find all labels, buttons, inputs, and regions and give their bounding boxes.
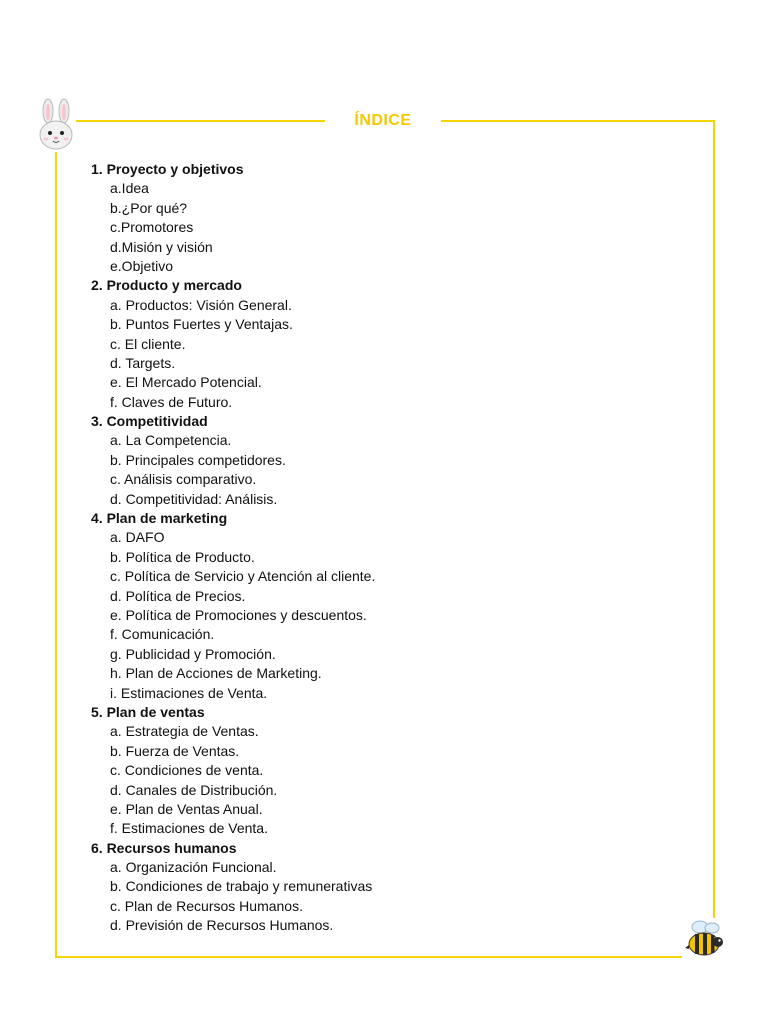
list-item: d. Canales de Distribución. <box>110 781 278 798</box>
section-producto <box>91 276 691 412</box>
list-item: a. Organización Funcional. <box>110 859 277 876</box>
list-item: a. La Competencia. <box>110 432 232 449</box>
section-ventas <box>91 703 691 839</box>
section-title: 6. Recursos humanos <box>91 839 237 856</box>
list-item: d. Competitividad: Análisis. <box>110 490 278 507</box>
section-title: 3. Competitividad <box>91 413 208 430</box>
section-recursos-humanos <box>91 839 691 936</box>
list-item: c. Plan de Recursos Humanos. <box>110 897 303 914</box>
section-title: 4. Plan de marketing <box>91 510 228 527</box>
list-item: f. Comunicación. <box>110 626 215 643</box>
section-competitividad <box>91 412 691 509</box>
list-item: e. El Mercado Potencial. <box>110 374 262 391</box>
bunny-icon-graphic <box>36 98 76 152</box>
list-item: b. Condiciones de trabajo y remunerativas <box>110 878 373 895</box>
list-item: e. Política de Promociones y descuentos. <box>110 606 367 623</box>
list-item: b.¿Por qué? <box>110 199 188 216</box>
table-of-contents <box>91 160 691 936</box>
list-item: b. Política de Producto. <box>110 548 255 565</box>
bunny-icon <box>36 98 76 152</box>
section-title: 1. Proyecto y objetivos <box>91 161 244 177</box>
list-item: e. Plan de Ventas Anual. <box>110 800 263 817</box>
list-item: a.Idea <box>110 180 149 197</box>
list-item: b. Puntos Fuertes y Ventajas. <box>110 316 293 333</box>
list-item: f. Claves de Futuro. <box>110 393 233 410</box>
list-item: g. Publicidad y Promoción. <box>110 645 276 662</box>
section-title: 5. Plan de ventas <box>91 703 205 720</box>
list-item: c.Promotores <box>110 219 194 236</box>
section-marketing <box>91 509 691 703</box>
page-title: ÍNDICE <box>354 112 412 129</box>
section-proyecto <box>91 160 691 276</box>
list-item: a. Productos: Visión General. <box>110 296 292 313</box>
list-item: e.Objetivo <box>110 257 174 274</box>
list-item: a. Estrategia de Ventas. <box>110 723 259 740</box>
list-item: c. Condiciones de venta. <box>110 762 264 779</box>
list-item: d. Targets. <box>110 354 176 371</box>
list-item: c. El cliente. <box>110 335 186 352</box>
list-item: d.Misión y visión <box>110 238 213 255</box>
list-item: f. Estimaciones de Venta. <box>110 820 268 837</box>
section-title: 2. Producto y mercado <box>91 277 242 294</box>
list-item: i. Estimaciones de Venta. <box>110 684 268 701</box>
list-item: b. Principales competidores. <box>110 451 286 468</box>
list-item: c. Análisis comparativo. <box>110 471 257 488</box>
list-item: d. Política de Precios. <box>110 587 246 604</box>
list-item: c. Política de Servicio y Atención al cliente. <box>110 568 376 585</box>
list-item: h. Plan de Acciones de Marketing. <box>110 665 322 682</box>
list-item: d. Previsión de Recursos Humanos. <box>110 917 334 934</box>
list-item: a. DAFO <box>110 529 165 546</box>
list-item: b. Fuerza de Ventas. <box>110 742 240 759</box>
